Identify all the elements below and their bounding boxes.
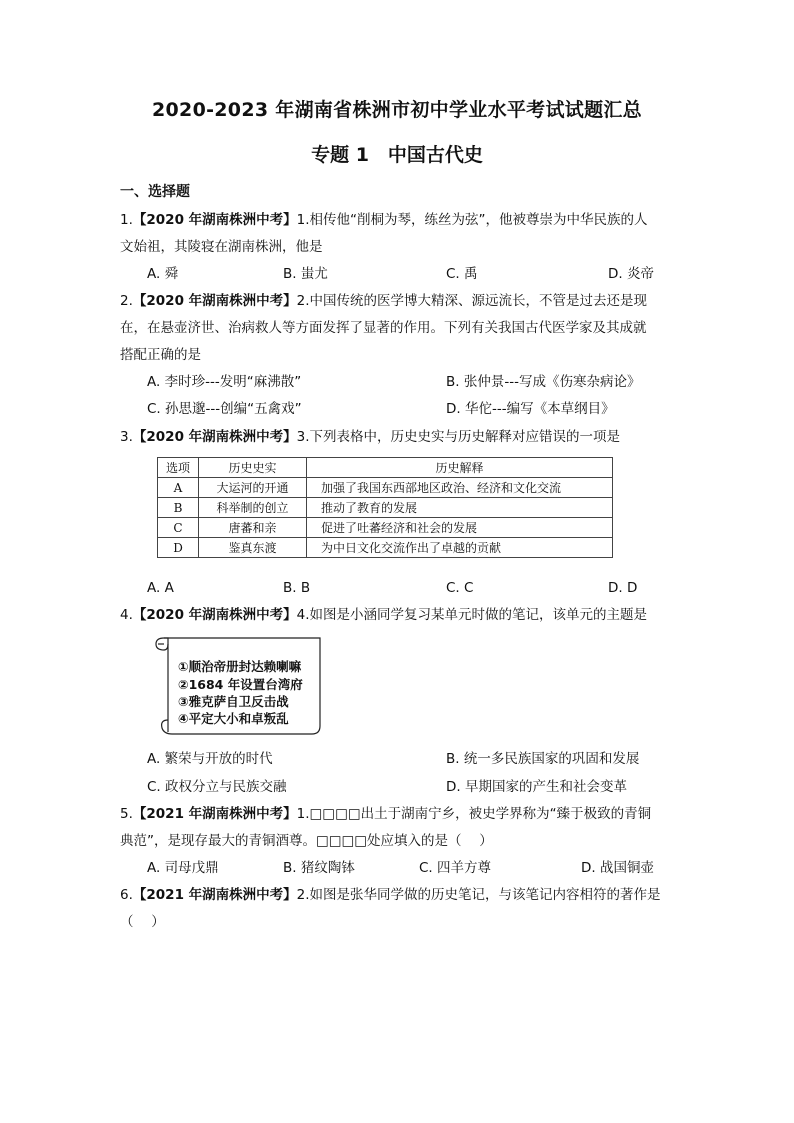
q1-option-d: D. 炎帝 xyxy=(608,266,654,282)
table-cell: 唐蕃和亲 xyxy=(199,518,307,538)
table-header: 历史史实 xyxy=(199,458,307,478)
q5-option-a: A. 司母戊鼎 xyxy=(147,860,219,876)
table-cell: 推动了教育的发展 xyxy=(307,498,613,518)
q3-option-b: B. B xyxy=(283,580,311,596)
table-cell: D xyxy=(158,538,199,558)
question-text: 2.如图是张华同学做的历史笔记，与该笔记内容相符的著作是 xyxy=(296,887,661,903)
table-cell: 科举制的创立 xyxy=(199,498,307,518)
question-3-line-1 xyxy=(120,427,620,447)
q1-option-a: A. 舜 xyxy=(147,266,179,282)
question-5-line-2: 典范”，是现存最大的青铜酒尊。□□□□处应填入的是（ ） xyxy=(120,833,493,849)
question-source: 【2021 年湖南株洲中考】 xyxy=(132,887,297,903)
q4-option-c: C. 政权分立与民族交融 xyxy=(147,779,287,795)
q4-option-a: A. 繁荣与开放的时代 xyxy=(147,751,273,767)
question-source: 【2020 年湖南株洲中考】 xyxy=(132,607,297,623)
q2-option-c: C. 孙思邈---创编“五禽戏” xyxy=(147,401,302,417)
q4-option-d: D. 早期国家的产生和社会变革 xyxy=(446,779,627,795)
table-cell: 大运河的开通 xyxy=(199,478,307,498)
q1-option-c: C. 禹 xyxy=(446,266,478,282)
question-1-line-2: 文始祖，其陵寝在湖南株洲，他是 xyxy=(120,239,323,255)
question-4-line-1 xyxy=(120,605,647,625)
table-row xyxy=(158,478,613,498)
question-6-line-2: （ ） xyxy=(120,914,165,930)
table-row xyxy=(158,498,613,518)
page-subtitle: 专题 1 中国古代史 xyxy=(311,144,483,166)
question-source: 【2021 年湖南株洲中考】 xyxy=(132,806,297,822)
question-number: 4. xyxy=(120,607,133,623)
table-cell: C xyxy=(158,518,199,538)
q5-option-b: B. 猪纹陶钵 xyxy=(283,860,355,876)
question-2-line-1 xyxy=(120,291,647,311)
question-number: 1. xyxy=(120,212,133,228)
page-title: 2020-2023 年湖南省株洲市初中学业水平考试试题汇总 xyxy=(152,99,642,121)
question-number: 2. xyxy=(120,293,133,309)
q3-option-a: A. A xyxy=(147,580,174,596)
question-6-line-1 xyxy=(120,885,661,905)
question-text: 3.下列表格中，历史史实与历史解释对应错误的一项是 xyxy=(296,429,621,445)
q4-option-b: B. 统一多民族国家的巩固和发展 xyxy=(446,751,640,767)
section-heading: 一、选择题 xyxy=(120,184,190,200)
q2-option-b: B. 张仲景---写成《伤寒杂病论》 xyxy=(446,374,641,390)
scroll-note-item: ③雅克萨自卫反击战 xyxy=(178,694,289,709)
question-text: 1.□□□□出土于湖南宁乡，被史学界称为“臻于极致的青铜 xyxy=(296,806,652,822)
question-number: 3. xyxy=(120,429,133,445)
q1-option-b: B. 蚩尤 xyxy=(283,266,328,282)
q5-option-c: C. 四羊方尊 xyxy=(419,860,492,876)
question-source: 【2020 年湖南株洲中考】 xyxy=(132,212,297,228)
q5-option-d: D. 战国铜壶 xyxy=(581,860,654,876)
question-2-line-3: 搭配正确的是 xyxy=(120,347,201,363)
question-text: 2.中国传统的医学博大精深、源远流长，不管是过去还是现 xyxy=(296,293,648,309)
scroll-note-item: ④平定大小和卓叛乱 xyxy=(178,711,289,726)
question-number: 6. xyxy=(120,887,133,903)
table-row xyxy=(158,518,613,538)
table-cell: 为中日文化交流作出了卓越的贡献 xyxy=(307,538,613,558)
history-table xyxy=(157,457,613,558)
question-source: 【2020 年湖南株洲中考】 xyxy=(132,293,297,309)
table-cell: 鉴真东渡 xyxy=(199,538,307,558)
q2-option-a: A. 李时珍---发明“麻沸散” xyxy=(147,374,302,390)
question-text: 4.如图是小涵同学复习某单元时做的笔记，该单元的主题是 xyxy=(296,607,648,623)
scroll-note-item: ①顺治帝册封达赖喇嘛 xyxy=(178,659,302,674)
scroll-note-item: ②1684 年设置台湾府 xyxy=(178,677,303,692)
table-header: 历史解释 xyxy=(307,458,613,478)
table-header-row xyxy=(158,458,613,478)
table-header: 选项 xyxy=(158,458,199,478)
question-source: 【2020 年湖南株洲中考】 xyxy=(132,429,297,445)
table-cell: A xyxy=(158,478,199,498)
table-row xyxy=(158,538,613,558)
question-number: 5. xyxy=(120,806,133,822)
table-cell: 加强了我国东西部地区政治、经济和文化交流 xyxy=(307,478,613,498)
table-cell: 促进了吐蕃经济和社会的发展 xyxy=(307,518,613,538)
question-1-line-1 xyxy=(120,210,648,230)
q3-option-d: D. D xyxy=(608,580,638,596)
q2-option-d: D. 华佗---编写《本草纲目》 xyxy=(446,401,615,417)
question-text: 1.相传他“削桐为琴，练丝为弦”，他被尊崇为中华民族的人 xyxy=(296,212,648,228)
table-cell: B xyxy=(158,498,199,518)
q3-option-c: C. C xyxy=(446,580,474,596)
question-2-line-2: 在，在悬壶济世、治病救人等方面发挥了显著的作用。下列有关我国古代医学家及其成就 xyxy=(120,320,647,336)
question-5-line-1 xyxy=(120,804,651,824)
